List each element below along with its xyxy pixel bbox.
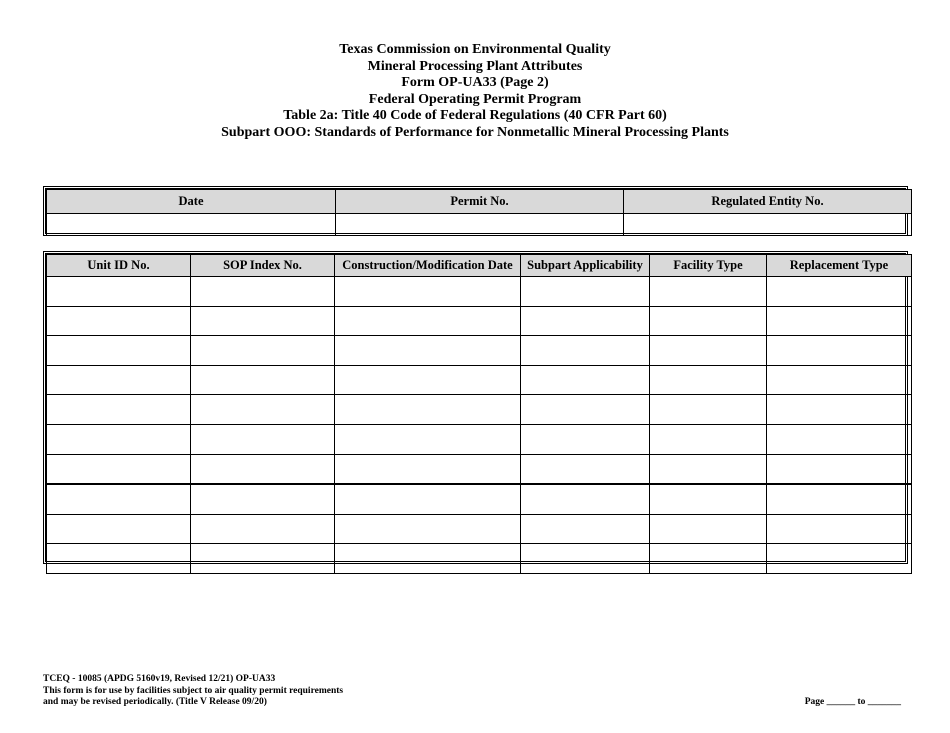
- unit-id-cell[interactable]: [47, 306, 191, 336]
- facility-type-cell[interactable]: [650, 395, 767, 425]
- unit-id-header: Unit ID No.: [47, 255, 191, 277]
- subpart-applicability-cell[interactable]: [521, 454, 650, 484]
- construction-date-cell[interactable]: [335, 514, 521, 544]
- subpart-title: Subpart OOO: Standards of Performance for Nonmetallic Mineral Processing Plants: [221, 124, 729, 140]
- form-footer: [43, 674, 343, 709]
- subpart-applicability-cell[interactable]: [521, 544, 650, 574]
- footer-usage-note: This form is for use by facilities subject to air quality permit requirements: [43, 685, 344, 696]
- sop-index-cell[interactable]: [191, 484, 335, 514]
- unit-id-cell[interactable]: [47, 365, 191, 395]
- replacement-type-cell[interactable]: [767, 484, 912, 514]
- facility-type-header: Facility Type: [650, 255, 767, 277]
- table-row: [47, 514, 912, 544]
- replacement-type-cell[interactable]: [767, 306, 912, 336]
- sop-index-cell[interactable]: [191, 277, 335, 307]
- construction-date-cell[interactable]: [335, 306, 521, 336]
- facility-type-cell[interactable]: [650, 544, 767, 574]
- program-title: Federal Operating Permit Program: [368, 91, 582, 107]
- construction-date-cell[interactable]: [335, 484, 521, 514]
- facility-type-cell[interactable]: [650, 454, 767, 484]
- construction-date-cell[interactable]: [335, 336, 521, 366]
- facility-type-cell[interactable]: [650, 424, 767, 454]
- table-row: [47, 365, 912, 395]
- form-number: Form OP-UA33 (Page 2): [401, 75, 549, 90]
- replacement-type-cell[interactable]: [767, 514, 912, 544]
- replacement-type-cell[interactable]: [767, 454, 912, 484]
- subpart-applicability-cell[interactable]: [521, 306, 650, 336]
- table-row: [47, 306, 912, 336]
- date-header: Date: [47, 190, 336, 214]
- table-title: Table 2a: Title 40 Code of Federal Regulations (40 CFR Part 60): [283, 108, 667, 123]
- construction-date-cell[interactable]: [335, 544, 521, 574]
- construction-date-cell[interactable]: [335, 424, 521, 454]
- table-row: [47, 395, 912, 425]
- date-field[interactable]: [47, 214, 336, 236]
- table-row: [47, 277, 912, 307]
- subpart-applicability-cell[interactable]: [521, 395, 650, 425]
- subpart-applicability-header: Subpart Applicability: [521, 255, 650, 277]
- replacement-type-cell[interactable]: [767, 544, 912, 574]
- replacement-type-cell[interactable]: [767, 424, 912, 454]
- subpart-applicability-cell[interactable]: [521, 336, 650, 366]
- agency-title: Texas Commission on Environmental Quality: [339, 42, 611, 57]
- facility-type-cell[interactable]: [650, 306, 767, 336]
- subpart-applicability-cell[interactable]: [521, 365, 650, 395]
- construction-date-cell[interactable]: [335, 395, 521, 425]
- form-header: [0, 42, 950, 141]
- table-row: [47, 336, 912, 366]
- subpart-applicability-cell[interactable]: [521, 514, 650, 544]
- facility-type-cell[interactable]: [650, 365, 767, 395]
- replacement-type-cell[interactable]: [767, 395, 912, 425]
- sop-index-cell[interactable]: [191, 336, 335, 366]
- regulated-entity-field[interactable]: [624, 214, 912, 236]
- sop-index-cell[interactable]: [191, 365, 335, 395]
- sop-index-cell[interactable]: [191, 454, 335, 484]
- replacement-type-cell[interactable]: [767, 365, 912, 395]
- subpart-applicability-cell[interactable]: [521, 277, 650, 307]
- sop-index-cell[interactable]: [191, 306, 335, 336]
- sop-index-cell[interactable]: [191, 514, 335, 544]
- table-row: [47, 484, 912, 514]
- sop-index-cell[interactable]: [191, 544, 335, 574]
- unit-table: [43, 251, 908, 564]
- footer-form-id: TCEQ - 10085 (APDG 5160v19, Revised 12/21) OP-UA33: [43, 674, 276, 684]
- facility-type-cell[interactable]: [650, 336, 767, 366]
- construction-date-cell[interactable]: [335, 454, 521, 484]
- sop-index-cell[interactable]: [191, 395, 335, 425]
- subpart-applicability-cell[interactable]: [521, 424, 650, 454]
- sop-index-header: SOP Index No.: [191, 255, 335, 277]
- table-row: [47, 454, 912, 484]
- permit-no-header: Permit No.: [336, 190, 624, 214]
- unit-id-cell[interactable]: [47, 454, 191, 484]
- facility-type-cell[interactable]: [650, 277, 767, 307]
- form-subject: Mineral Processing Plant Attributes: [367, 58, 583, 74]
- construction-date-header: Construction/Modification Date: [335, 255, 521, 277]
- unit-id-cell[interactable]: [47, 544, 191, 574]
- construction-date-cell[interactable]: [335, 365, 521, 395]
- sop-index-cell[interactable]: [191, 424, 335, 454]
- construction-date-cell[interactable]: [335, 277, 521, 307]
- replacement-type-cell[interactable]: [767, 277, 912, 307]
- unit-id-cell[interactable]: [47, 514, 191, 544]
- unit-id-cell[interactable]: [47, 336, 191, 366]
- unit-id-cell[interactable]: [47, 277, 191, 307]
- facility-type-cell[interactable]: [650, 514, 767, 544]
- unit-id-cell[interactable]: [47, 395, 191, 425]
- table-row: [47, 544, 912, 574]
- replacement-type-header: Replacement Type: [767, 255, 912, 277]
- page-counter: Page ______ to _______: [804, 697, 901, 707]
- footer-revision-note: and may be revised periodically. (Title V Release 09/20): [43, 697, 267, 707]
- unit-id-cell[interactable]: [47, 424, 191, 454]
- replacement-type-cell[interactable]: [767, 336, 912, 366]
- facility-type-cell[interactable]: [650, 484, 767, 514]
- permit-no-field[interactable]: [336, 214, 624, 236]
- subpart-applicability-cell[interactable]: [521, 484, 650, 514]
- id-table: [43, 186, 908, 236]
- table-row: [47, 424, 912, 454]
- regulated-entity-header: Regulated Entity No.: [624, 190, 912, 214]
- unit-id-cell[interactable]: [47, 484, 191, 514]
